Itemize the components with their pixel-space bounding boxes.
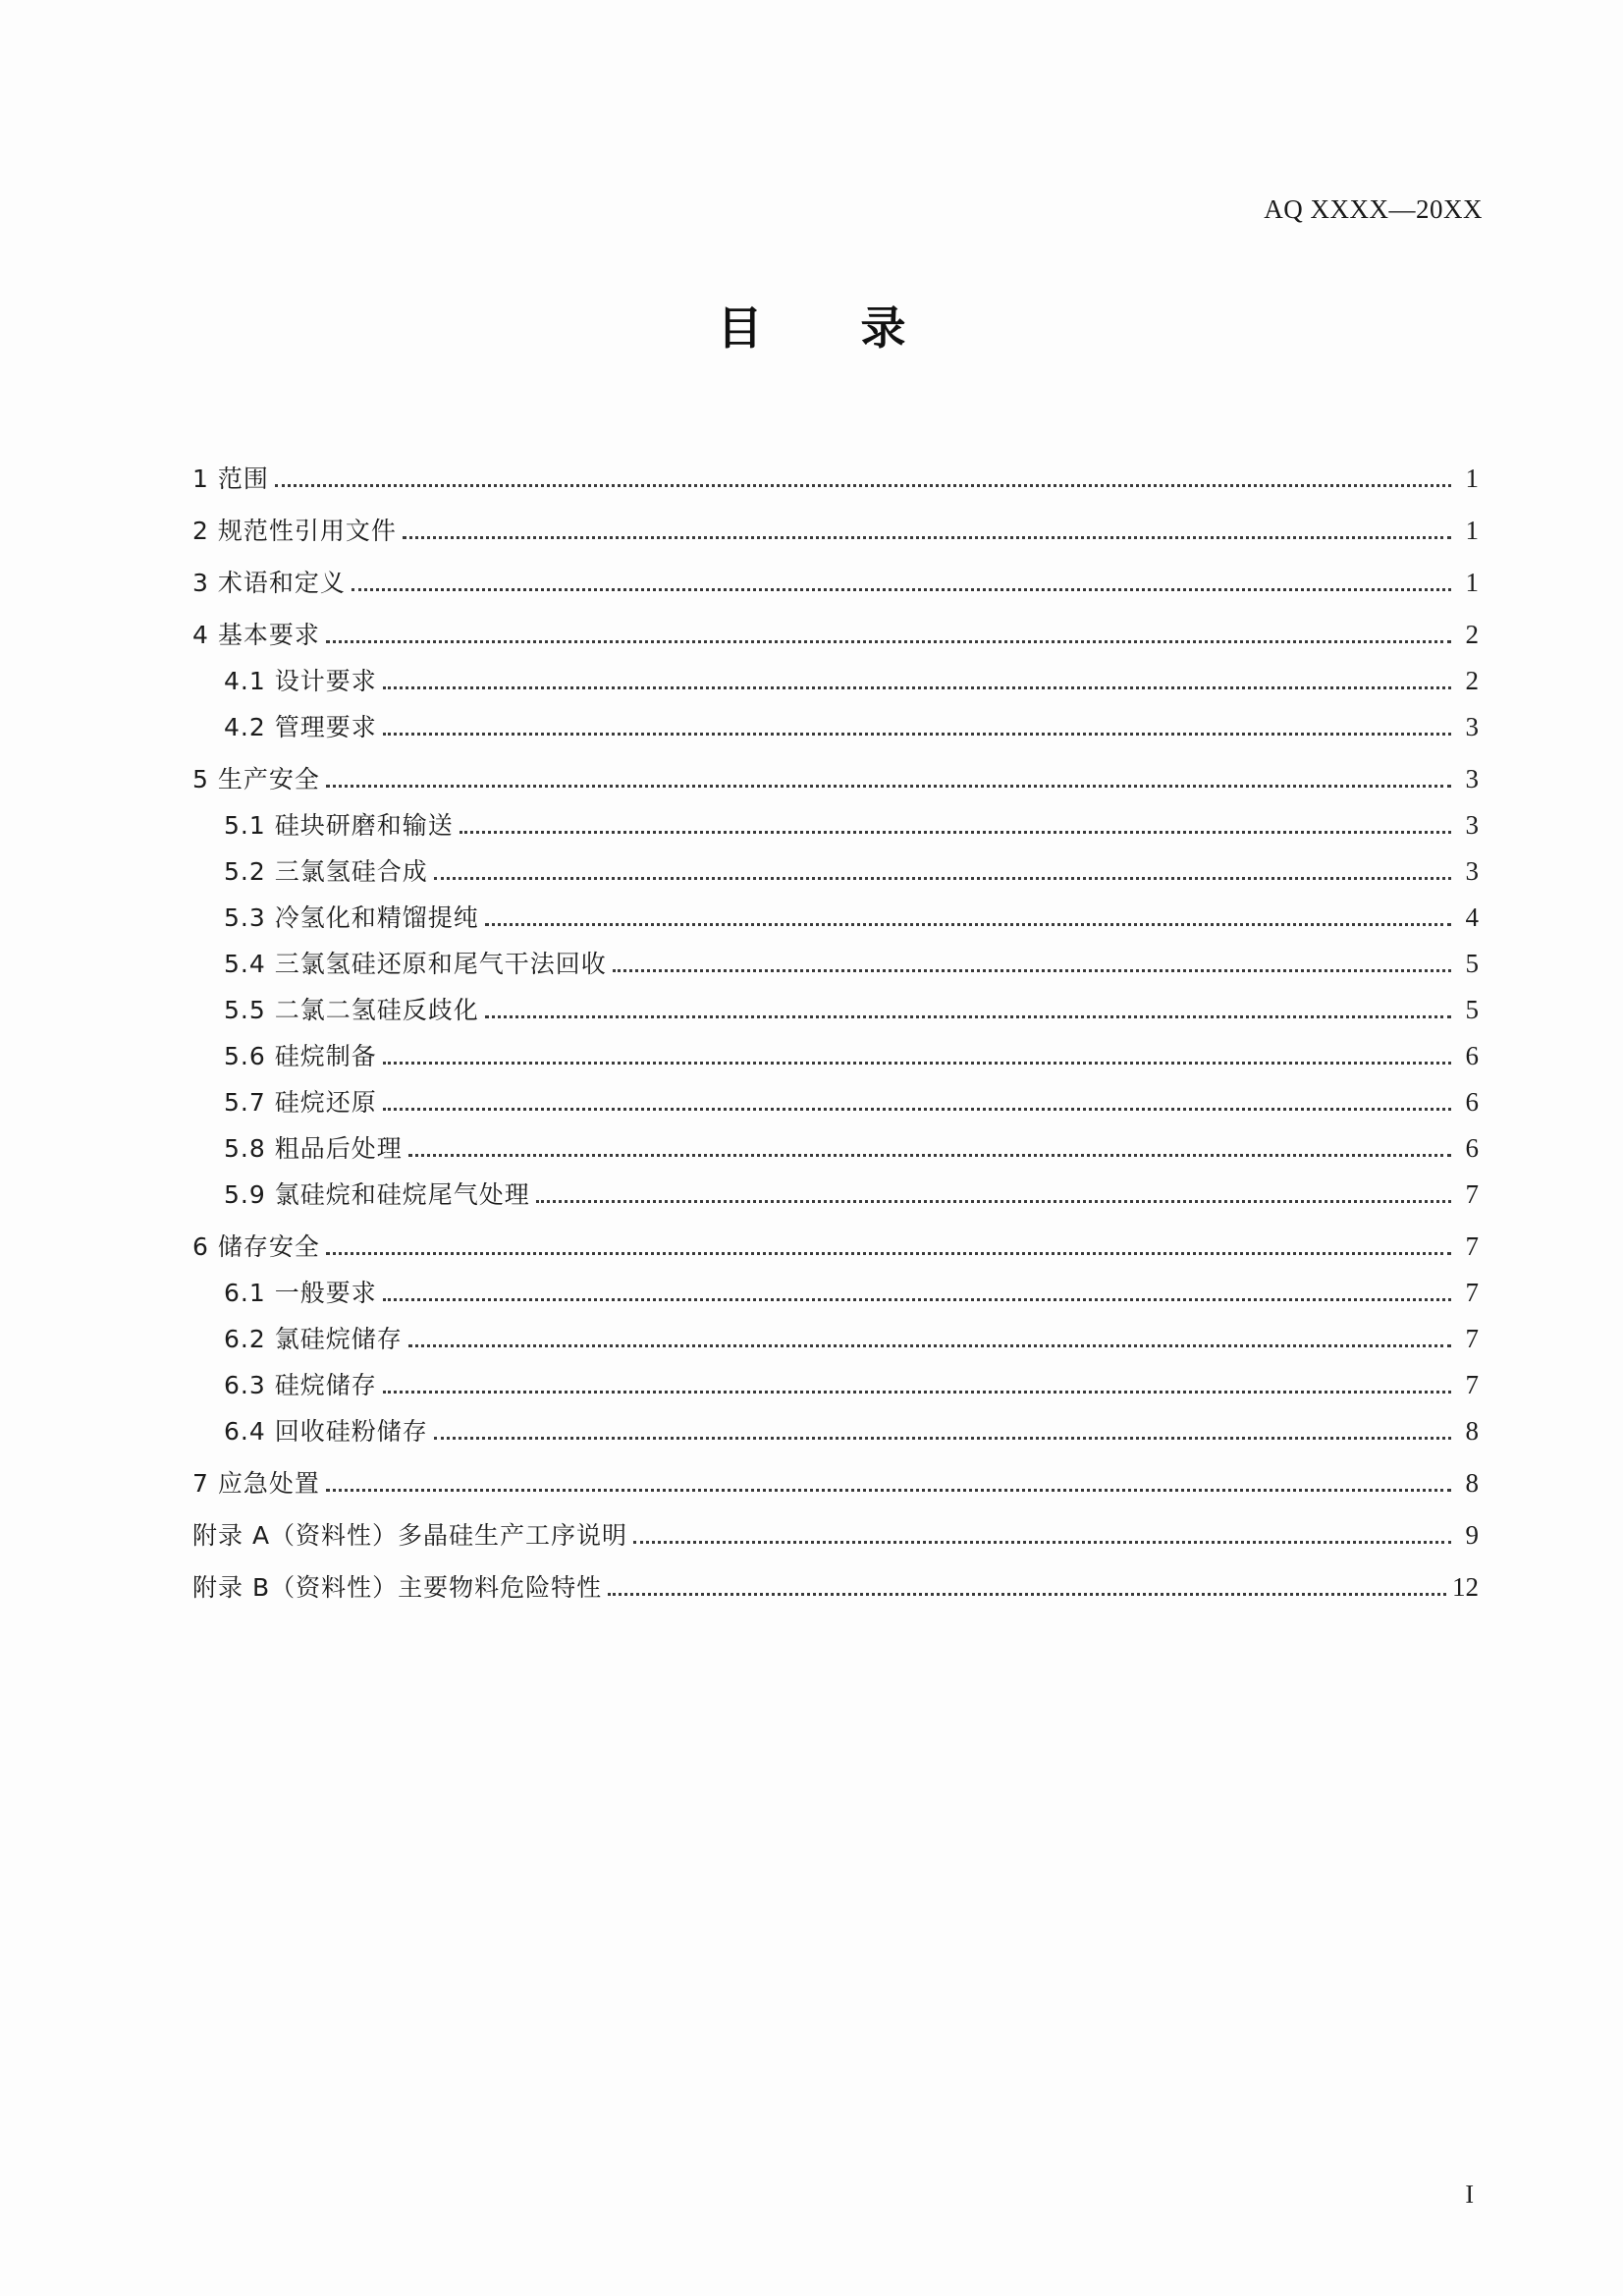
toc-entry-label: 4 基本要求 — [192, 621, 320, 649]
toc-dot-leader — [608, 1593, 1446, 1596]
toc-entry-label: 6.1 一般要求 — [224, 1279, 377, 1307]
toc-entry[interactable] — [192, 1366, 1479, 1412]
toc-entry[interactable] — [192, 806, 1479, 852]
toc-entry[interactable] — [192, 1464, 1479, 1510]
toc-entry[interactable] — [192, 991, 1479, 1037]
toc-entry-label: 5.3 冷氢化和精馏提纯 — [224, 903, 479, 932]
toc-entry-page: 3 — [1465, 810, 1479, 840]
toc-entry-page: 7 — [1465, 1231, 1479, 1261]
toc-entry-page: 7 — [1465, 1278, 1479, 1307]
toc-entry[interactable] — [192, 708, 1479, 754]
toc-entry-label: 5.5 二氯二氢硅反歧化 — [224, 996, 479, 1024]
toc-entry-page: 1 — [1465, 516, 1479, 545]
toc-dot-leader — [485, 1015, 1451, 1018]
page-number: I — [1465, 2180, 1474, 2209]
toc-entry-page: 7 — [1465, 1324, 1479, 1353]
toc-dot-leader — [536, 1200, 1451, 1203]
toc-entry[interactable] — [192, 1320, 1479, 1366]
toc-dot-leader — [383, 733, 1451, 736]
toc-entry-page: 2 — [1465, 620, 1479, 649]
toc-entry-label: 附录 B（资料性）主要物料危险特性 — [192, 1573, 603, 1602]
toc-dot-leader — [326, 785, 1451, 788]
toc-entry-page: 3 — [1465, 856, 1479, 886]
toc-entry[interactable] — [192, 1037, 1479, 1083]
toc-entry-page: 3 — [1465, 712, 1479, 741]
toc-entry[interactable] — [192, 616, 1479, 662]
toc-dot-leader — [408, 1154, 1451, 1157]
toc-dot-leader — [275, 484, 1451, 487]
toc-dot-leader — [434, 877, 1451, 880]
toc-entry-label: 5.6 硅烷制备 — [224, 1042, 377, 1070]
toc-entry-label: 6.2 氯硅烷储存 — [224, 1325, 403, 1353]
toc-dot-leader — [408, 1344, 1451, 1347]
toc-entry-page: 5 — [1465, 995, 1479, 1024]
toc-entry[interactable] — [192, 1129, 1479, 1175]
toc-entry-page: 6 — [1465, 1133, 1479, 1163]
toc-entry[interactable] — [192, 760, 1479, 806]
toc-dot-leader — [383, 686, 1451, 689]
toc-entry-label: 5.9 氯硅烷和硅烷尾气处理 — [224, 1180, 530, 1209]
toc-entry[interactable] — [192, 1274, 1479, 1320]
toc-dot-leader — [485, 923, 1451, 926]
toc-entry-page: 8 — [1465, 1416, 1479, 1446]
toc-entry-label: 2 规范性引用文件 — [192, 517, 397, 545]
toc-entry-label: 附录 A（资料性）多晶硅生产工序说明 — [192, 1521, 628, 1550]
toc-entry[interactable] — [192, 1175, 1479, 1222]
page-title: 目 录 — [717, 301, 947, 355]
toc-entry-label: 6.4 回收硅粉储存 — [224, 1417, 428, 1446]
toc-entry-label: 4.2 管理要求 — [224, 713, 377, 741]
toc-entry[interactable] — [192, 662, 1479, 708]
toc-dot-leader — [383, 1062, 1451, 1065]
toc-entry[interactable] — [192, 899, 1479, 945]
table-of-contents — [192, 460, 1479, 1614]
toc-dot-leader — [326, 640, 1451, 643]
toc-entry[interactable] — [192, 852, 1479, 899]
toc-entry[interactable] — [192, 945, 1479, 991]
toc-dot-leader — [460, 831, 1451, 834]
toc-entry-page: 9 — [1465, 1520, 1479, 1550]
toc-dot-leader — [633, 1541, 1451, 1544]
toc-entry-page: 12 — [1452, 1572, 1479, 1602]
toc-entry[interactable] — [192, 1568, 1479, 1614]
toc-entry[interactable] — [192, 564, 1479, 610]
toc-entry-label: 4.1 设计要求 — [224, 667, 377, 695]
toc-entry-label: 7 应急处置 — [192, 1469, 320, 1498]
toc-entry[interactable] — [192, 1083, 1479, 1129]
toc-entry-label: 5.4 三氯氢硅还原和尾气干法回收 — [224, 950, 607, 978]
toc-entry-page: 8 — [1465, 1468, 1479, 1498]
toc-entry-label: 6.3 硅烷储存 — [224, 1371, 377, 1399]
toc-entry-label: 5.7 硅烷还原 — [224, 1088, 377, 1117]
toc-dot-leader — [403, 536, 1451, 539]
toc-entry[interactable] — [192, 1516, 1479, 1562]
toc-entry-page: 1 — [1465, 568, 1479, 597]
toc-entry-label: 6 储存安全 — [192, 1232, 320, 1261]
toc-entry[interactable] — [192, 460, 1479, 506]
toc-entry-label: 3 术语和定义 — [192, 569, 346, 597]
toc-dot-leader — [613, 969, 1451, 972]
toc-entry-page: 3 — [1465, 764, 1479, 793]
toc-dot-leader — [326, 1489, 1451, 1492]
toc-entry-page: 1 — [1465, 464, 1479, 493]
document-code: AQ XXXX—20XX — [1264, 194, 1483, 224]
toc-entry-label: 5 生产安全 — [192, 765, 320, 793]
toc-entry[interactable] — [192, 512, 1479, 558]
toc-entry[interactable] — [192, 1228, 1479, 1274]
toc-entry-label: 5.8 粗品后处理 — [224, 1134, 403, 1163]
toc-dot-leader — [383, 1391, 1451, 1394]
toc-entry-page: 7 — [1465, 1370, 1479, 1399]
toc-dot-leader — [434, 1437, 1451, 1440]
toc-dot-leader — [352, 588, 1451, 591]
toc-entry-page: 6 — [1465, 1087, 1479, 1117]
toc-entry-page: 6 — [1465, 1041, 1479, 1070]
toc-entry-page: 5 — [1465, 949, 1479, 978]
toc-dot-leader — [383, 1298, 1451, 1301]
toc-dot-leader — [383, 1108, 1451, 1111]
toc-entry-page: 7 — [1465, 1179, 1479, 1209]
toc-entry-label: 1 范围 — [192, 465, 269, 493]
toc-entry-label: 5.1 硅块研磨和输送 — [224, 811, 454, 840]
toc-entry[interactable] — [192, 1412, 1479, 1458]
toc-entry-label: 5.2 三氯氢硅合成 — [224, 857, 428, 886]
toc-dot-leader — [326, 1252, 1451, 1255]
toc-entry-page: 4 — [1465, 902, 1479, 932]
toc-entry-page: 2 — [1465, 666, 1479, 695]
